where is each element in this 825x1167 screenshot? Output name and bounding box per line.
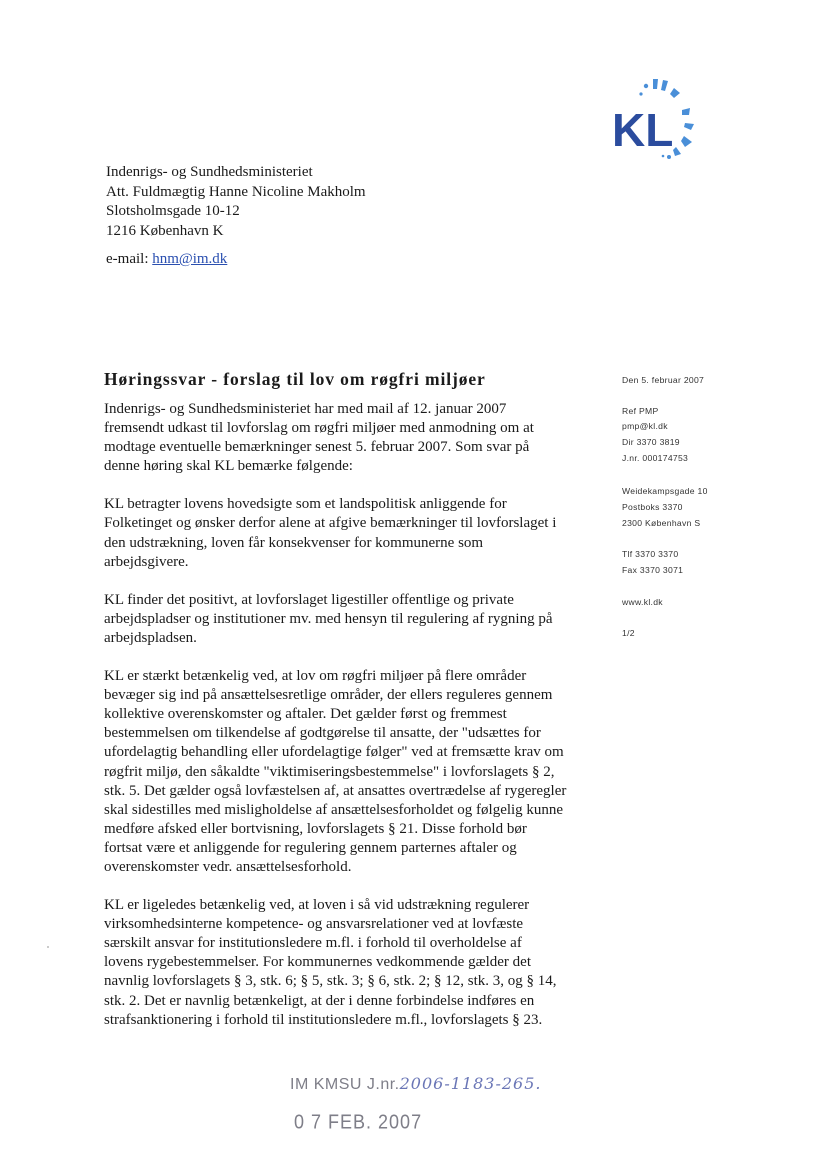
recipient-email-line	[106, 251, 227, 268]
recipient-line: 1216 København K	[106, 222, 224, 239]
journal-number: J.nr. 000174753	[622, 453, 689, 463]
recipient-line: Indenrigs- og Sundhedsministeriet	[106, 164, 313, 180]
direct-phone: Dir 3370 3819	[622, 437, 680, 447]
body-paragraph: KL betragter lovens hovedsigte som et landspolitisk anliggende for Folketinget og ønsker derfor alene at afgive bemærkninger til lovforslaget i den udstrækning, loven får konsekvenser for kommunerne som arbejdsgivere.	[104, 496, 557, 570]
email-label: e-mail:	[106, 251, 149, 267]
fax: Fax 3370 3071	[622, 565, 684, 575]
stamp-date: 0 7 FEB. 2007	[294, 1110, 423, 1133]
kl-logo	[608, 74, 712, 170]
body-paragraph: KL er stærkt betænkelig ved, at lov om røgfri miljøer på flere områder bevæger sig ind på ansættelsesretlige områder, der ellers reguleres gennem kollektive overenskomster og aftaler. Det gælder først og fremmest bestemmelsen om tilkendelse af godtgørelse til ansatte, der "udsættes for ufordelagtig behandling eller ufordelagtige følger" ved at fremsætte krav om røgfrit miljø, den såkaldte "viktimiseringsbestemmelse" i lovforslagets § 2, stk. 5. Det gælder også lovfæstelsen af, at ansattes overtrædelse af rygeregler skal sidestilles med misligholdelse af ansættelsesforholdet og følgelig kunne medføre afsked eller bortvisning, lovforslagets § 21. Disse forhold bør fortsat være et anliggende for regulering gennem parternes aftaler og overenskomster vedr. ansættelsesforhold.	[104, 668, 567, 875]
reference: Ref PMP	[622, 406, 659, 416]
stamp-prefix: IM KMSU J.nr.	[290, 1076, 400, 1093]
body-paragraph: Indenrigs- og Sundhedsministeriet har med mail af 12. januar 2007 fremsendt udkast til lovforslag om røgfri miljøer med anmodning om at modtage eventuelle bemærkninger senest 5. februar 2007. Som svar på denne høring skal KL bemærke følgende:	[104, 401, 534, 475]
postbox: Postboks 3370	[622, 502, 683, 512]
receipt-stamp	[290, 1074, 542, 1133]
body-paragraph: KL er ligeledes betænkelig ved, at loven i så vid udstrækning regulerer virksomhedsinterne kompetence- og ansvarsrelationer ved at lovfæste særskilt ansvar for institutionsledere m.fl. i forhold til overholdelse af lovens rygebestemmelser. For kommunernes vedkommende gælder det navnlig lovforslagets § 3, stk. 6; § 5, stk. 3; § 6, stk. 2; § 12, stk. 3, og § 14, stk. 2. Det er navnlig betænkeligt, at der i denne forbindelse indføres en strafsanktionering i forhold til institutionsledere m.fl., lovforslagets § 23.	[104, 897, 557, 1028]
letter-body	[104, 400, 604, 1049]
email-link[interactable]: hnm@im.dk	[152, 251, 228, 267]
scan-speck	[47, 946, 49, 948]
kl-logo-icon	[608, 74, 712, 170]
phone: Tlf 3370 3370	[622, 549, 679, 559]
page-number: 1/2	[622, 628, 635, 638]
stamp-journal-line	[290, 1074, 542, 1094]
body-paragraph: KL finder det positivt, at lovforslaget ligestiller offentlige og private arbejdspladser og institutioner mv. med hensyn til regulering af rygning på arbejdspladsen.	[104, 591, 553, 646]
kl-logo-text: KL	[612, 104, 674, 156]
reference-email: pmp@kl.dk	[622, 421, 668, 431]
recipient-line: Slotsholmsgade 10-12	[106, 203, 240, 219]
recipient-line: Att. Fuldmægtig Hanne Nicoline Makholm	[106, 183, 366, 200]
street-address: Weidekampsgade 10	[622, 486, 708, 496]
recipient-address	[106, 163, 366, 241]
website: www.kl.dk	[622, 597, 663, 607]
letter-date: Den 5. februar 2007	[622, 375, 705, 385]
stamp-handwritten-number: 2006-1183-265.	[399, 1074, 542, 1093]
letter-subject: Høringssvar - forslag til lov om røgfri miljøer	[104, 369, 486, 389]
city: 2300 København S	[622, 518, 701, 528]
